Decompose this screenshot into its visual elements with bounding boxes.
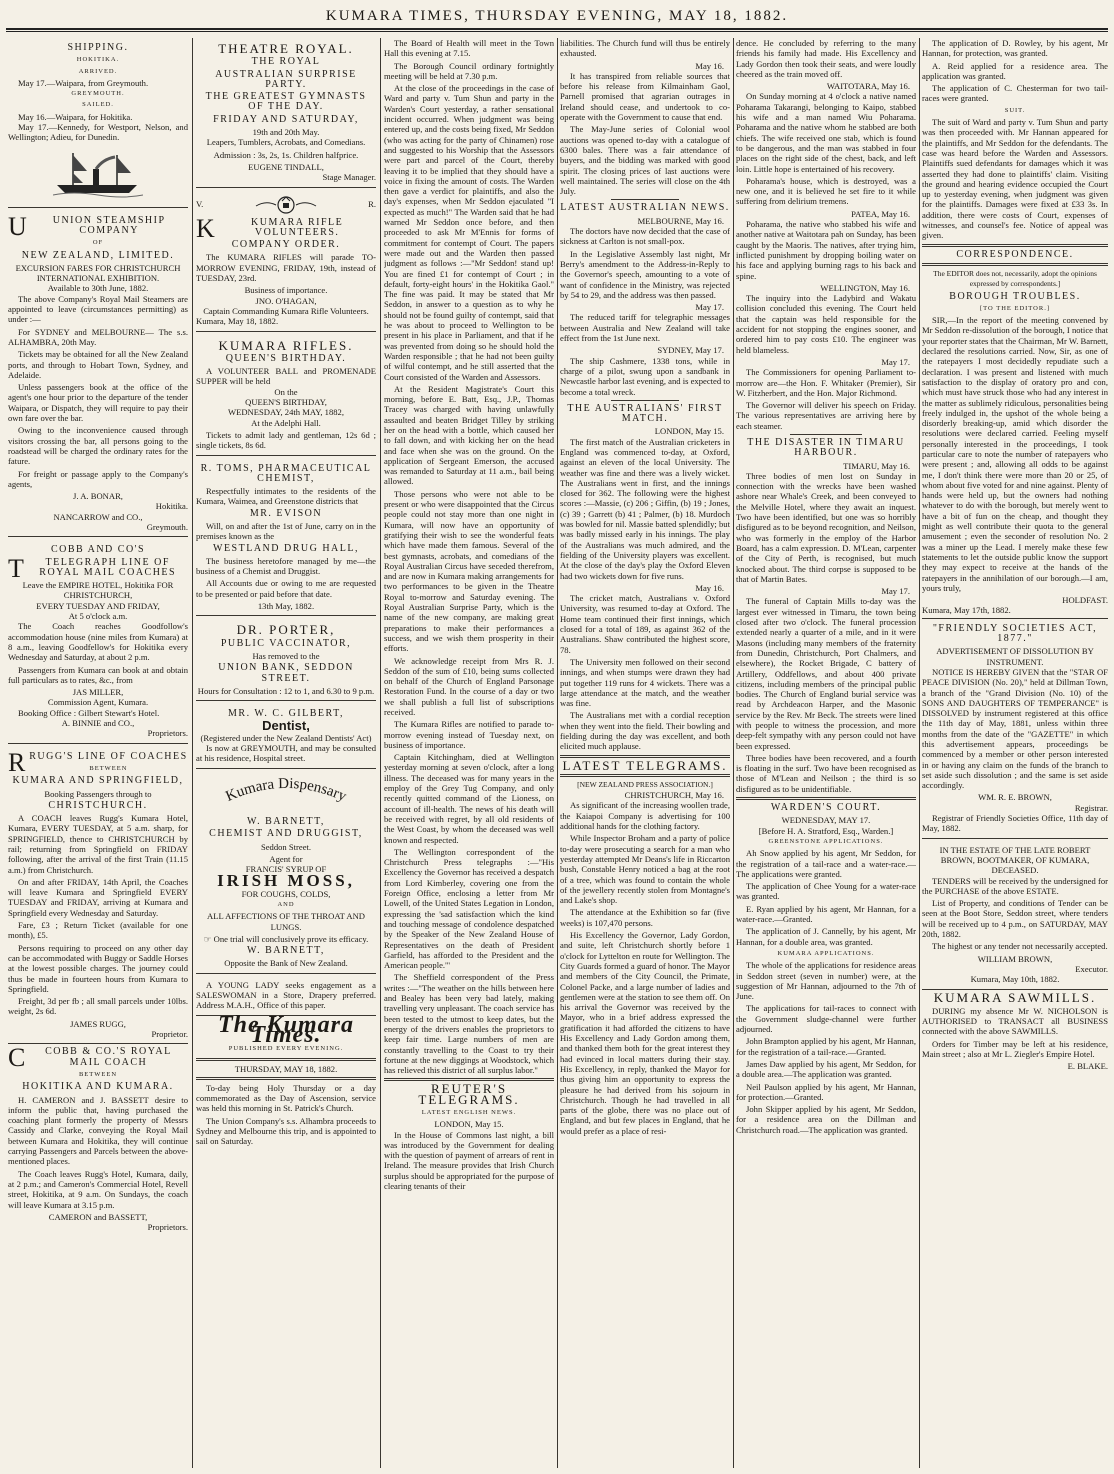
text: E. Ryan applied by his agent, Mr Hannan, for a water-race.—Granted.: [736, 903, 916, 925]
rule: [611, 199, 679, 200]
text: Greymouth.: [146, 521, 188, 532]
text: Captain Commanding Kumara Rifle Volunteers.: [203, 305, 369, 316]
text: The business heretofore managed by me—the business of a Chemist and Druggist.: [196, 555, 376, 577]
text: The applications for tail-races to connect with the Government sludge-channel were further adjourned.: [736, 1003, 916, 1035]
text: CAMERON and BASSETT,: [48, 1211, 148, 1222]
subhead: GREENSTONE APPLICATIONS.: [768, 837, 884, 845]
text: Leapers, Tumblers, Acrobats, and Comedians.: [206, 137, 366, 148]
text: WESTLAND DRUG HALL,: [213, 542, 359, 554]
text: For SYDNEY and MELBOURNE— The s.s. ALHAMBRA, 20th May.: [8, 326, 188, 347]
text: H. CAMERON and J. BASSETT desire to inform the public that, having purchased the coaching plant formerly the property of Messrs Cassidy and Clarke, conveying the Royal Mail between Kumara and Hokitika, they will continue carrying Passengers and Parcels between the above-mentioned places.: [8, 1094, 188, 1167]
text: The EDITOR does not, necessarily, adopt the opinions expressed by correspondents.]: [933, 268, 1097, 289]
steamship-icon: [53, 147, 143, 199]
royal-crest-icon: [246, 194, 326, 216]
dispensary-arc-title: [196, 775, 376, 813]
section-title: WARDEN'S COURT.: [770, 802, 882, 814]
text: QUEEN'S BIRTHDAY.: [225, 352, 347, 364]
subhead: SUIT.: [1004, 106, 1026, 114]
text: All Accounts due or owing to me are requested to be presented or paid before that date.: [196, 578, 376, 599]
text: UNION BANK, SEDDON STREET.: [218, 662, 354, 684]
column-6: [922, 38, 1108, 1468]
ad-title: KUMARA RIFLES.: [218, 337, 354, 353]
text: Kumara, May 17th, 1882.: [922, 605, 1011, 616]
text: FOR COUGHS, COLDS,: [241, 888, 331, 899]
ad-title: K KUMARA RIFLE VOLUNTEERS.: [196, 213, 344, 243]
dateline: PATEA, May 16.: [851, 208, 910, 219]
dispensary-ad: [196, 772, 376, 974]
text: A VOLUNTEER BALL and PROMENADE SUPPER will be held: [196, 366, 376, 387]
text: The inquiry into the Ladybird and Wakatu collision concluded this evening. The Court held that the captain was held responsible for the accident for not stopping the engines sooner, and ordered him to pay costs £10. The engineer was held blameless.: [736, 293, 916, 355]
text: James Daw applied by his agent, Mr Seddon, for a double area.—The application was granted.: [736, 1058, 916, 1080]
text: THE ROYAL: [251, 56, 321, 68]
agent-name: J. A. BONAR,: [73, 491, 123, 502]
ad-title: "FRIENDLY SOCIETIES ACT, 1877.": [932, 622, 1098, 645]
cobb-coaches-ad: [8, 540, 188, 743]
text: QUEEN'S BIRTHDAY,: [245, 397, 327, 408]
text: A. Reid applied for a residence area. The application was granted.: [922, 60, 1108, 81]
text: Registrar.: [1074, 802, 1108, 813]
ad-title: T TELEGRAPH LINE OF ROYAL MAIL COACHES: [8, 553, 177, 583]
text: As significant of the increasing woollen trade, the Kaiapoi Company is advertising for 100 additional hands for the clothing factory.: [560, 800, 730, 832]
section-title: THE DISASTER IN TIMARU HARBOUR.: [747, 436, 905, 459]
dateline: LONDON, May 15.: [654, 426, 724, 437]
text: THE GREATEST GYMNASTS OF THE DAY.: [205, 91, 367, 113]
text: Those persons who were not able to be present or who were disappointed that the Circus people could not stay more than one night in Kumara, will now have an opportunity of gratifying their wish to see the wonderful feats which have made them famous. Several of the best gymnasts, acrobats, and comedians of the Royal Australian Circus have seceded therefrom, and are now in Kumara making arrangements for two performances to be given in the Theatre Royal to-morrow and Saturday evening. The Royal Australian Surprise Party, which is the name of the new company, are making great preparations to make their performances a success, and we wish them prosperity in their efforts.: [384, 488, 554, 654]
text: WM. R. E. BROWN,: [978, 792, 1052, 803]
text: Booking Office : Gilbert Stewart's Hotel.: [18, 707, 160, 718]
ad-title: THEATRE ROYAL.: [218, 41, 354, 56]
text: Booking Passengers through to: [44, 788, 152, 799]
rule: [560, 774, 730, 777]
rugg-coaches-ad: [8, 747, 188, 1045]
text: The Governor will deliver his speech on Friday. The various representatives are arriving here by each steamer.: [736, 400, 916, 431]
kumara-times-editorial: [196, 1011, 376, 1147]
section-title: BOROUGH TROUBLES.: [949, 290, 1081, 302]
text: AUSTRALIAN SURPRISE PARTY.: [215, 68, 357, 90]
text: To-day being Holy Thursday or a day commemorated as the Day of Ascension, service was held this morning in St. Patrick's Church.: [196, 1082, 376, 1114]
ad-title: R. TOMS, PHARMACEUTICAL CHEMIST,: [200, 462, 372, 484]
text: A. BINNIE and CO.,: [61, 718, 135, 729]
text: The application of C. Chesterman for two tail-races were granted.: [922, 83, 1108, 104]
signature: HOLDFAST.: [1062, 595, 1108, 606]
text: Dentist,: [262, 718, 310, 734]
text: The first match of the Australian cricketers in England was commenced to-day, at Oxford, against an eleven of the local University. The weather was fine and there was a lively wicket. The Australians went in first, and the innings closed for 362. The following were the highest scores :—Massie, (c) 206 ; Giffin, (b) 19 ; Jones, (c) 39 ; Garrett (b) 41 ; Palmer, (b) 18. Murdoch was bowled for nil. Massie batted splendidly; but was badly missed early in his innings. The play of the Australians was much admired, and the fielding of the University players was excellent. At the close of the day's play the Oxford Eleven had two wickets down for five runs.: [560, 436, 730, 581]
agent-name: NANCARROW and CO.,: [53, 511, 143, 522]
port-name: HOKITIKA.: [76, 56, 120, 64]
text: The KUMARA RIFLES will parade TO-MORROW EVENING, FRIDAY, 19th, instead of TUESDAY, 23rd.: [196, 252, 376, 284]
friendly-societies-ad: [922, 618, 1108, 839]
text: Respectfully intimates to the residents of the Kumara, Waimea, and Greenstone districts that: [196, 486, 376, 507]
text: The highest or any tender not necessarily accepted.: [932, 941, 1108, 952]
text: While Inspector Broham and a party of police to-day were prosecuting a search for a man who yesterday attempted Mr Deans's life in Riccarton bush, Constable Henry noticed a bag at the root of a tree, which was found to contain the whole of the jewellery recently stolen from Montagne's and Lake's shop.: [560, 833, 730, 906]
text: Leave the EMPIRE HOTEL, Hokitika FOR CHRISTCHURCH,: [22, 580, 174, 601]
subhead: LATEST ENGLISH NEWS.: [421, 1108, 517, 1116]
text: Proprietors.: [147, 1222, 188, 1233]
text: FRANCIS' SYRUP OF: [245, 864, 327, 875]
text: The Board of Health will meet in the Town Hall this evening at 7.15.: [384, 38, 554, 59]
text: WEDNESDAY, 24th MAY, 1882,: [227, 407, 345, 418]
subhead: ARRIVED.: [78, 67, 118, 75]
cobb-royal-mail-ad: [8, 1043, 188, 1233]
text: Kumara, May 10th, 1882.: [970, 974, 1060, 985]
text: Captain Kitchingham, died at Wellington yesterday morning at seven o'clock, after a long illness. The deceased was for many years in the employ of the Grey Tug Company, and only recently quitted command of the Lioness, on account of ill-health. The news of his death will be received with regret, by all old residents of the West Coast, by whom the deceased was well known and respected.: [384, 752, 554, 845]
text: On and after FRIDAY, 14th April, the Coaches will leave Kumara and Springfield EVERY TUESDAY and FRIDAY, arriving at Kumara and Springfield every Wednesday and Saturday.: [8, 876, 188, 918]
text: Passengers from Kumara can book at and obtain full particulars as to rates, &c., from: [8, 664, 188, 685]
text: PUBLISHED EVERY EVENING.: [228, 1045, 344, 1053]
text: It has transpired from reliable sources that before his release from Kilmainham Gaol, Parnell promised that agrarian outrages in Ireland should cease, and undertook to co-operate with the Government to cause that end.: [560, 70, 730, 123]
text: EXCURSION FARES FOR CHRISTCHURCH INTERNATIONAL EXHIBITION.: [15, 262, 181, 284]
text: We acknowledge receipt from Mrs R. J. Seddon of the sum of £10, being sums collected on behalf of the Church of England Parsonage Restoration Fund. In the course of a day or two we shall publish a full list of subscriptions received.: [384, 655, 554, 717]
text: At 5 o'clock a.m.: [68, 611, 128, 622]
dateline: May 17.: [695, 302, 724, 313]
text: Registrar of Friendly Societies Office, 11th day of May, 1882.: [922, 813, 1108, 834]
text: On the: [274, 386, 298, 397]
text: In the House of Commons last night, a bill was introduced by the Government for dealing with the question of payment of arrears of rent in Ireland. The measure provides that Irish Church surplus should be appropriated for the purpose of clearing tenants of their: [384, 1129, 554, 1192]
text: JAS MILLER,: [72, 687, 124, 698]
text: Unless passengers book at the office of the agent's one hour prior to the departure of the tender Waipara, or Dispatch, they will require to pay their own fare over the bar.: [8, 382, 188, 424]
ad-title: IN THE ESTATE OF THE LATE ROBERT BROWN, BOOTMAKER, OF KUMARA, DECEASED.: [939, 844, 1091, 876]
text: The application of Chee Young for a water-race was granted.: [736, 881, 916, 902]
text: Orders for Timber may be left at his residence, Main street ; also at Mr L. Ziegler's Empire Hotel.: [922, 1038, 1108, 1060]
text: The whole of the applications for residence areas in Seddon street (seven in number) were, at the suggestion of Mr Hannan, adjourned to the 7th of June.: [736, 960, 916, 1002]
text: THURSDAY, MAY 18, 1882.: [234, 1063, 338, 1074]
column-4: [560, 38, 730, 1468]
ad-title: KUMARA SAWMILLS.: [933, 989, 1097, 1005]
text: May 16.—Waipara, for Hokitika.: [18, 111, 133, 122]
shipping-section: [8, 38, 188, 208]
text: John Brampton applied by his agent, Mr Hannan, for the registration of a tail-race.—Granted.: [736, 1036, 916, 1057]
column-1: [8, 38, 188, 1468]
text: Is now at GREYMOUTH, and may be consulted at his residence, Hospital street.: [196, 743, 376, 764]
text: [NEW ZEALAND PRESS ASSOCIATION.]: [577, 779, 713, 789]
gilbert-dentist-ad: [196, 704, 376, 768]
rule: [611, 400, 679, 401]
rule: [196, 1058, 376, 1061]
section-title: LATEST TELEGRAMS.: [562, 757, 728, 773]
ad-title: U UNION STEAMSHIP COMPANY: [8, 211, 166, 241]
rule: [790, 434, 862, 435]
text: For freight or passage apply to the Company's agents,: [8, 468, 188, 489]
dateline: WEDNESDAY, MAY 17.: [781, 815, 871, 826]
column-3: [384, 38, 554, 1468]
text: [Before H. A. Stratford, Esq., Warden.]: [758, 825, 894, 836]
text: MR. EVISON: [249, 507, 323, 519]
text: ALL AFFECTIONS OF THE THROAT AND LUNGS.: [207, 911, 365, 932]
dateline: MELBOURNE, May 16.: [637, 215, 724, 226]
text: Opposite the Bank of New Zealand.: [224, 958, 348, 969]
dateline: WELLINGTON, May 16.: [820, 282, 910, 293]
column-divider: [192, 38, 193, 1468]
text: Has removed to the: [252, 650, 320, 661]
text: EVERY TUESDAY AND FRIDAY,: [36, 600, 160, 611]
text: V.: [196, 199, 204, 210]
dateline: May 17.: [881, 356, 910, 367]
text: May 17.—Kennedy, for Westport, Nelson, and Wellington; Adieu, for Dunedin.: [8, 122, 188, 143]
ad-title: RRUGG'S LINE OF COACHES: [8, 747, 188, 777]
text: Will, on and after the 1st of June, carry on in the premises known as the: [196, 520, 376, 542]
ad-title: HOKITIKA AND KUMARA.: [22, 1081, 174, 1093]
section-title: CORRESPONDENCE.: [956, 248, 1074, 260]
text: Three bodies have been recovered, and a fourth is floating in the surf. Two have been recognised as those of M'Lean and Neilson ; the third is so disfigured as to be unidentifiable.: [736, 752, 916, 794]
ad-title: MR. W. C. GILBERT,: [228, 708, 344, 720]
text: OF: [92, 239, 104, 247]
text: R.: [368, 199, 376, 210]
section-title: REUTER'S TELEGRAMS.: [418, 1081, 520, 1107]
dateline: SYDNEY, May 17.: [657, 345, 724, 356]
text: WILLIAM BROWN,: [977, 953, 1053, 964]
text: CHEMIST AND DRUGGIST,: [209, 828, 363, 840]
text: The funeral of Captain Mills to-day was the largest ever witnessed in Timaru, the town being closed after two o'clock. The funeral procession extended nearly a quarter of a mile, and in it were Masons (including many members of the fraternity from Dunedin, Christchurch, Port Chalmers, and elsewhere), the Rocket Brigade, C battery of Artillery, Oddfellows, and about 400 private citizens, including members of the principal public bodies. The Church of England burial service was read by Archdeacon Harper, and the Masonic service by the Rev. Mr Beck. The streets were lined with people to witness the procession, and more deep-felt sympathy with any person could not have been expressed.: [736, 596, 916, 751]
subhead: KUMARA APPLICATIONS.: [777, 949, 875, 957]
text: Three bodies of men lost on Sunday in connection with the wrecks have been washed ashore near Whale's Creek, and been conveyed to the Melville Hotel, where they await an inquest. Two have been identified, but one was so horribly disfigured as to be beyond recognition, and Neilson, who was formerly in the employ of the Harbor Board, has a calm expression. D. M'Lean, carpenter of the City of Perth, is recognised, but much knocked about. The third corpse is supposed to be that of Martin Bates.: [736, 470, 916, 584]
text: A YOUNG LADY seeks engagement as a SALESWOMAN in a Store, Drapery preferred. Address M.A.H., Office of this paper.: [196, 979, 376, 1011]
text: Agent for: [269, 853, 303, 864]
rifle-volunteers-ad: [196, 191, 376, 332]
text: Poharama's house, which is destroyed, was a new one, and it is believed he set fire to it while suffering from delirium tremens.: [736, 175, 916, 207]
text: John Skipper applied by his agent, Mr Seddon, for a residence area on the Dillman and Christchurch road.—The application was granted.: [736, 1104, 916, 1135]
dateline: CHRISTCHURCH, May 16.: [624, 790, 724, 801]
text: BETWEEN: [78, 1070, 118, 1078]
text: The Kumara Rifles are notified to parade to-morrow evening instead of Tuesday next, on business of importance.: [384, 719, 554, 750]
text: W. BARNETT,: [247, 945, 325, 957]
text: AND: [277, 901, 295, 908]
column-divider: [557, 38, 558, 1468]
text: The suit of Ward and party v. Tum Shun and party was then proceeded with. Mr Hannan appeared for the plaintiffs, and Mr Seddon for the defendants. The case was heard before the Warden and Assessors. Plaintiffs sued defendants for damages which it was asserted they had done to plaintiffs' claim. Visiting the ground and hearing evidence occupied the Court up to yesterday evening, when judgment was given for the plaintiffs. Damages were fixed at £33 3s. In addition, there were costs of Court, expenses of witnesses, and counsel's fee. Notice of appeal was given.: [922, 117, 1108, 241]
text: Stage Manager.: [322, 172, 376, 183]
text: The Commissioners for opening Parliament to-morrow are—the Hon. F. Whitaker (Premier), Sir W. Fitzherbert, and the Hon. Major Richmond.: [736, 367, 916, 398]
text: Poharama, the native who stabbed his wife and another native at Waitotara pah on Sunday, has been caught by the Maoris. The natives, after trying him, inflicted punishment by dropping boiling water on his face and applying burning rags to his back and spine.: [736, 219, 916, 281]
text: JNO. O'HAGAN,: [255, 295, 317, 306]
text: The Borough Council ordinary fortnightly meeting will be held at 7.30 p.m.: [384, 60, 554, 81]
text: Hours for Consultation : 12 to 1, and 6.30 to 9 p.m.: [197, 685, 375, 696]
text: liabilities. The Church fund will thus be entirely exhausted.: [560, 38, 730, 59]
text: BETWEEN: [89, 764, 128, 772]
theatre-royal-ad: [196, 38, 376, 188]
section-title: LATEST AUSTRALIAN NEWS.: [560, 202, 730, 214]
text: ☞ One trial will conclusively prove its efficacy.: [203, 933, 369, 944]
text: A COACH leaves Rugg's Kumara Hotel, Kumara, EVERY TUESDAY, at 5 a.m. sharp, for SPRINGFIELD, thence to CHRISTCHURCH by rail; returning from Springfield on FRIDAY following, after the arrival of the first Train (11.15 a.m.) from Christchurch.: [8, 813, 188, 875]
text: CHRISTCHURCH.: [48, 799, 148, 811]
text: On Sunday morning at 4 o'clock a native named Poharama Takarangi, belonging to Kaipo, stabbed his wife and a man named Wiu Poharama. Poharama and the native whom he stabbed are both chiefs. The wife received one stab, which is found to be dangerous, and the man was stabbed in four places on the right side of the chest, back, and left loin. Little hope is entertained of his recovery.: [736, 91, 916, 174]
text: Executor.: [1075, 963, 1108, 974]
column-2: [196, 38, 376, 1468]
dateline: May 16.: [695, 60, 724, 71]
rule: [736, 797, 916, 800]
ad-title: COBB AND CO'S: [50, 544, 146, 556]
arc-text: Kumara Dispensary: [223, 775, 349, 805]
column-5: [736, 38, 916, 1468]
text: In the Legislative Assembly last night, Mr Berry's amendment to the Address-in-Reply to the Governor's speech, amounting to a vote of want of confidence in the Ministry, was rejected by 54 to 29, and the address was then passed.: [560, 248, 730, 300]
union-steamship-ad: [8, 211, 188, 538]
text: The Union Company's s.s. Alhambra proceeds to Sydney and Melbourne this trip, and is appointed to sail on Saturday.: [196, 1115, 376, 1147]
masthead: KUMARA TIMES, THURSDAY EVENING, MAY 18, 1882.: [325, 8, 789, 24]
text: 19th and 20th May.: [252, 127, 320, 138]
text: Tickets to admit lady and gentleman, 12s 6d ; single tickets, 8s 6d.: [196, 429, 376, 451]
dateline: LONDON, May 15.: [434, 1119, 504, 1130]
text: Business of importance.: [244, 285, 328, 296]
text: The Coach reaches Goodfollow's accommodation house (nine miles from Kumara) at 8 a.m., leaving Goodfellow's for Hokitika every Wednesday and Saturday, at about 2 p.m.: [8, 621, 188, 663]
ad-title: C COBB & CO.'S ROYAL MAIL COACH: [8, 1043, 172, 1073]
text: Commission Agent, Kumara.: [47, 697, 149, 708]
column-divider: [380, 38, 381, 1468]
text: List of Property, and conditions of Tender can be seen at the Boot Store, Seddon street, where tenders will be received up to 4 p.m., on SATURDAY, MAY 20th, 1882.: [922, 898, 1108, 940]
text: His Excellency the Governor, Lady Gordon, and suite, left Christchurch shortly before 1 o'clock for Lyttelton en route for Wellington. The City Guards formed a guard of honor. The Mayor and members of the City Council, the Primate, Colonel Packe, and a large number of ladies and gentlemen were at the station to see them off. On his arrival the Governor was received by the Mayor, who in a brief address expressed the gratification it had afforded the citizens to have His Excellency and Lady Gordon among them, and thanked them both for the great interest they had evinced in local matters during their stay. His Excellency, in reply, thanked the Mayor for thus giving him an opportunity to express the pleasure he had derived from his sojourn in Christchurch. Though he had travelled in all parts of the globe, there was no place out of England, and but few places in England, that he would prefer as a place of resi-: [560, 930, 730, 1136]
text: The Coach leaves Rugg's Hotel, Kumara, daily, at 2 p.m.; and Cameron's Commercial Hotel, Revell street, Hokitika, at 9 a.m. On Sundays, the coach will leave Kumara at 3.15 p.m.: [8, 1168, 188, 1210]
text: At the Resident Magistrate's Court this morning, before E. Batt, Esq., J.P., Thomas Tracey was charged with having unlawfully assaulted and beaten Bridget Tilley by striking her on the head with a bottle, which caused her to fall down, and with kicking her on the head and face when she was on the ground. On the application of Sergeant Emerson, the accused was remanded to Saturday at 11 a.m., bail being allowed.: [384, 383, 554, 487]
section-title: THE AUSTRALIANS' FIRST MATCH.: [567, 402, 723, 425]
text: (Registered under the New Zealand Dentists' Act): [200, 732, 372, 743]
text: The application of D. Rowley, by his agent, Mr Hannan, for protection, was granted.: [922, 38, 1108, 59]
text: The May-June series of Colonial wool auctions was opened to-day with a catalogue of 6300 bales. There was a fair attendance of buyers, and the bidding was marked with good spirit. The closing prices of last auctions were well maintained. The series will close on the 4th July.: [560, 124, 730, 197]
text: PUBLIC VACCINATOR,: [220, 637, 352, 649]
text: Hokitika.: [155, 501, 188, 512]
sawmills-ad: [922, 989, 1108, 1072]
text: W. BARNETT,: [247, 815, 325, 827]
rule: [922, 263, 1108, 266]
text: 13th May, 1882.: [257, 601, 315, 612]
text: Admission : 3s, 2s, 1s. Children halfprice.: [213, 149, 359, 160]
rifles-ball-ad: [196, 335, 376, 456]
text: The reduced tariff for telegraphic messages between Australia and New Zealand will take effect from the 1st June next.: [560, 312, 730, 344]
text: The application of J. Cannelly, by his agent, Mr Hannan, for a double area, was granted.: [736, 926, 916, 947]
text: The Australians met with a cordial reception when they went into the field. Their bowling and fielding during the day was excellent, and both elicited much applause.: [560, 710, 730, 752]
dr-porter-ad: [196, 619, 376, 701]
text: Proprietors.: [147, 728, 188, 739]
dateline: May 17.: [881, 586, 910, 597]
text: ADVERTISEMENT OF DISSOLUTION BY INSTRUMENT.: [936, 646, 1094, 667]
subhead: SAILED.: [82, 101, 114, 109]
text: Seddon Street.: [260, 841, 312, 852]
ad-title: DR. PORTER,: [236, 622, 336, 638]
text: The above Company's Royal Mail Steamers are appointed to leave (circumstances permitting) as under :—: [8, 293, 188, 325]
rule: [922, 244, 1108, 247]
text: The Sheffield correspondent of the Press writes :—"The weather on the hills between here and Bealey has been very bad lately, making travelling very unpleasant. The coach service has been tested to the utmost to keep dates, but the energy of the drivers enables the proprietors to keep fair time. Large numbers of men are constantly travelling to the Coast to try their fortune at the new diggings at Woodstock, which has relieved this district of all surplus labor.": [384, 972, 554, 1076]
text: Owing to the inconvenience caused through visitors crossing the bar, all persons going to the roadstead will be charged the ordinary rates for the fature.: [8, 425, 188, 467]
svg-text:Kumara Dispensary: [224, 776, 350, 805]
dateline: TIMARU, May 16.: [843, 460, 910, 471]
young-lady-ad: [196, 977, 376, 1016]
dateline: May 16.: [695, 582, 724, 593]
pointing-hand-icon: ☞: [203, 933, 214, 944]
text: Freight, 3d per fb ; all small parcels under 10lbs. weight, 2s 6d.: [8, 996, 188, 1017]
text: EUGENE TINDALL,: [248, 161, 324, 172]
text: Kumara, May 18, 1882.: [196, 316, 279, 327]
text: At the Adelphi Hall.: [251, 417, 321, 428]
port-name: GREYMOUTH.: [71, 90, 125, 98]
newspaper-title: The Kumara Times.: [217, 1011, 355, 1048]
text: IRISH MOSS,: [217, 871, 355, 891]
text: dence. He concluded by referring to the many friends his family had made. His Excellency and Lady Gordon then took their seats, and were loudly cheered as the train moved off.: [736, 38, 916, 79]
text: COMPANY ORDER.: [231, 239, 341, 251]
text: FRIDAY AND SATURDAY,: [213, 113, 359, 125]
text: May 17.—Waipara, from Greymouth.: [18, 77, 149, 88]
ad-title: KUMARA AND SPRINGFIELD,: [12, 775, 184, 787]
text: Neil Paulson applied by his agent, Mr Hannan, for protection.—Granted.: [736, 1081, 916, 1102]
text: SIR,—In the report of the meeting convened by Mr Seddon re-dissolution of the borough, I notice that your reporter states that the Chairman, Mr W. Barnett, declared the resolutions carried. Now, Sir, as one of the ratepayers I most decidedly repudiate such a declaration. I was present and listened with much satisfaction to the display of oratory pro and con, which must have struck those who had any interest in the matter as sublimely ridiculous, personalities being freely indulged in, the upshot of the whole being a disorderly breaking-up, amid which disorder the resolutions were declared carried. Feeling myself personally interested in the proceedings, I took particular care to note the number of ratepayers who were present ; and, allowing all odds to be against me, I don't think there were more than 20 or 25, of whom about five voted for and nine against. Plenty of hands were held up, but the owners had nothing whatever to do with the borough, but merely went to have a bit of fun on the cheap, and thought they might as well contribute their quota to the general amusement ; even the seconder of resolution No. 2 was a miner up the Lead. I merely make these few statements to let the outside public know the support they may expect to receive at the hands of the ratepayers in the annihilation of our borough.—I am, yours truly,: [922, 315, 1108, 593]
column-divider: [733, 38, 734, 1468]
text: Tickets may be obtained for all the New Zealand ports, and through to Hobart Town, Sydney, and Adelaide.: [8, 349, 188, 380]
masthead-rule: [6, 28, 1108, 32]
text: At the close of the proceedings in the case of Ward and party v. Tum Shun and party in the Warden's Court yesterday, a rather sensational incident occurred. When judgment was being entered up, and the costs being fixed, Mr Seddon (who was acting for the party of Chinamen) rose and suggested to his Worship that the Assessors were part and parcel of the Court, thereby leaving it to be implied that they should have a voice in fixing the amount of costs. The Warden then gave a verdict for plaintiffs, and also the day's expenses, when Mr Seddon ejaculated "I expected as much!" The Warden said that he had warned Mr Seddon once before, and then proceeded to ask Mr M'Ennis for forms of commitment for contempt of Court. The papers were made out and the Warden then passed judgment as follows :—"Mr Seddon! stand up! You are fined £1 for contempt of Court ; in default, forty-eight hours' in the Hokitika Gaol." The fine was paid. It may be stated that Mr Seddon, in answer to a question as to why he should not be found guilty of contempt, said that he was about to proceed to Wellington to be present in his place in Parliament, and that if he was prevented from doing so he should hold the Warden responsible ; that he had not been guilty of wilful contempt, and he still asserted that the Court consisted of the Warden and Assessors.: [384, 83, 554, 382]
text: JAMES RUGG,: [70, 1018, 126, 1029]
text: DURING my absence Mr W. NICHOLSON is AUTHORISED to TRANSACT all BUSINESS connected with the above SAWMILLS.: [922, 1005, 1108, 1037]
text: Fare, £3 ; Return Ticket (available for one month), £5.: [8, 920, 188, 941]
section-title: SHIPPING.: [67, 42, 129, 53]
text: [TO THE EDITOR.]: [980, 304, 1050, 312]
text: The doctors have now decided that the case of sickness at Carlton is not small-pox.: [560, 226, 730, 247]
crest-row: [196, 194, 376, 216]
text: Available to 30th June, 1882.: [47, 283, 149, 294]
ad-title: NEW ZEALAND, LIMITED.: [21, 249, 175, 261]
text: Ah Snow applied by his agent, Mr Seddon, for the registration of a tail-race and a water-race.—The applications were granted.: [736, 848, 916, 879]
text: Proprietor.: [151, 1029, 188, 1040]
text: The University men followed on their second innings, and when stumps were drawn they had put together 119 runs for 4 wickets. There was a large attendance at the match, and the weather was fine.: [560, 656, 730, 709]
text: The ship Cashmere, 1338 tons, while in charge of a pilot, swung upon a sandbank in Newcastle harbor last evening, and is expected to become a total wreck.: [560, 355, 730, 397]
column-divider: [919, 38, 920, 1468]
text: Persons requiring to proceed on any other day can be accommodated with Buggy or Saddle Horses at the lowest possible charges. The journey could thus be made in fourteen hours from Kumara to Springfield.: [8, 942, 188, 994]
signature: E. BLAKE.: [1067, 1061, 1108, 1072]
dateline: WAITOTARA, May 16.: [826, 81, 910, 92]
text: NOTICE IS HEREBY GIVEN that the "STAR OF PEACE DIVISION (No. 20)," held at Dillman Town, a branch of the "Grand Division (No. 10) of the SONS AND DAUGHTERS OF TEMPERANCE" is DISSOLVED by instrument registered at this office the 11th day of May, 1881, unless within three months from the date of the "GAZETTE" in which this advertisement appears, proceedings be commenced by a member or other person interested in or having any claim on the funds of the branch to set aside such dissolution ; and the same is set aside accordingly.: [922, 666, 1108, 791]
toms-chemist-ad: [196, 459, 376, 617]
rule: [196, 1077, 376, 1080]
text: The cricket match, Australians v. Oxford University, was resumed to-day at Oxford. The Home team continued their first innings, which closed for a total of 189, as against 362 of the Australians. Shaw contributed the highest score, 78.: [560, 593, 730, 655]
text: The Wellington correspondent of the Christchurch Press telegraphs :—"His Excellency the Governor has received a despatch from Lord Kimberley, covering one from the Foreign Office, enclosing a letter from Mr Lowell, of the United States Legation in London, expressing the 'sad satisfaction which the kind and touching message of condolence despatched by the Speaker of the New Zealand House of Representatives on the death of President Garfield, has afforded to the President and the American people.'": [384, 846, 554, 971]
text: TENDERS will be received by the undersigned for the PURCHASE of the above ESTATE.: [922, 875, 1108, 896]
estate-ad: [922, 842, 1108, 990]
text: The attendance at the Exhibition so far (five weeks) is 107,470 persons.: [560, 907, 730, 928]
